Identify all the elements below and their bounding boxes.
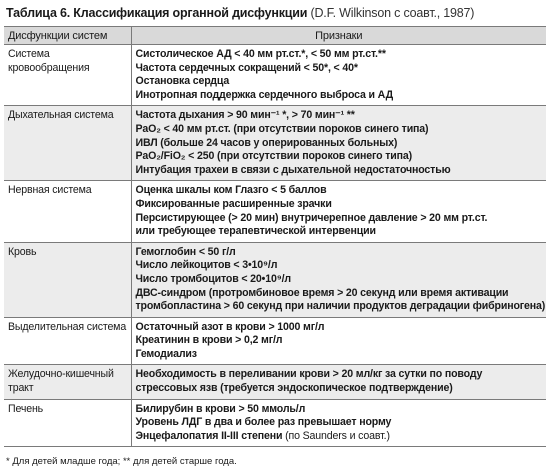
table-row — [4, 45, 546, 106]
organ-dysfunction-table — [4, 26, 546, 447]
row-system-cell: Система кровообращения — [4, 45, 131, 106]
row-signs-cell — [131, 399, 546, 447]
sign-line: PaO₂/FiO₂ < 250 (при отсутствии пороков синего типа) — [135, 150, 413, 163]
sign-line: Необходимость в переливании крови > 20 мл/кг за сутки по поводу — [135, 368, 483, 381]
sign-line: Интубация трахеи в связи с дыхательной недостаточностью — [135, 163, 451, 176]
sign-line: Гемодиализ — [135, 347, 197, 360]
sign-line: Остаточный азот в крови > 1000 мг/л — [135, 320, 325, 333]
sign-line: Число лейкоцитов < 3•10⁹/л — [135, 259, 278, 272]
sign-line: Остановка сердца — [135, 75, 230, 88]
sign-citation: (по Saunders и соавт.) — [285, 429, 390, 442]
sign-line: Фиксированные расширенные зрачки — [135, 197, 332, 210]
sign-line: или требующее терапевтической интервенции — [135, 225, 376, 238]
row-system-cell: Дыхательная система — [4, 106, 131, 181]
header-signs: Признаки — [131, 27, 546, 45]
header-system: Дисфункции систем — [4, 27, 131, 45]
table-title — [6, 4, 546, 22]
table-title-main: Таблица 6. Классификация органной дисфункции — [6, 6, 308, 20]
sign-line: ИВЛ (больше 24 часов у оперированных больных) — [135, 136, 398, 149]
sign-line — [136, 430, 543, 444]
row-signs-cell — [131, 181, 546, 242]
table-row — [4, 106, 546, 181]
table-row — [4, 399, 546, 447]
row-system-cell: Желудочно-кишечный тракт — [4, 365, 131, 399]
sign-line: Уровень ЛДГ в два и более раз превышает норму — [135, 416, 392, 429]
sign-line: Систолическое АД < 40 мм рт.ст.*, < 50 мм рт.ст.** — [135, 48, 386, 60]
sign-line: Билирубин в крови > 50 ммоль/л — [135, 402, 306, 415]
sign-line: Персистирующее (> 20 мин) внутричерепное давление > 20 мм рт.ст. — [135, 211, 488, 224]
sign-line: Креатинин в крови > 0,2 мг/л — [135, 334, 283, 347]
sign-line: Оценка шкалы ком Глазго < 5 баллов — [135, 184, 327, 197]
table-header-row — [4, 27, 546, 45]
sign-line: PaO₂ < 40 мм рт.ст. (при отсутствии пороков синего типа) — [135, 122, 429, 135]
row-system-cell: Печень — [4, 399, 131, 447]
sign-line: Частота дыхания > 90 мин⁻¹ *, > 70 мин⁻¹ ** — [135, 109, 355, 122]
row-signs-cell — [131, 365, 546, 399]
table-row — [4, 317, 546, 365]
row-signs-cell — [131, 45, 546, 106]
table-title-citation: (D.F. Wilkinson с соавт., 1987) — [310, 6, 475, 20]
sign-line: стрессовых язв (требуется эндоскопическое подтверждение) — [135, 382, 453, 395]
row-signs-cell — [131, 317, 546, 365]
row-system-cell: Кровь — [4, 242, 131, 317]
table-row — [4, 365, 546, 399]
sign-line-text: Энцефалопатия II-III степени — [135, 429, 283, 442]
row-system-cell: Выделительная система — [4, 317, 131, 365]
footnote: * Для детей младше года; ** для детей старше года. — [6, 456, 237, 467]
sign-line: Частота сердечных сокращений < 50*, < 40* — [135, 61, 358, 74]
row-signs-cell — [131, 242, 546, 317]
table-row — [4, 242, 546, 317]
row-signs-cell — [131, 106, 546, 181]
table-row — [4, 181, 546, 242]
sign-line: Инотропная поддержка сердечного выброса и АД — [135, 88, 393, 101]
sign-line: Гемоглобин < 50 г/л — [135, 245, 236, 258]
sign-line: Число тромбоцитов < 20•10⁹/л — [135, 272, 291, 285]
sign-line: ДВС-синдром (протромбиновое время > 20 секунд или время активации — [135, 286, 509, 299]
row-system-cell: Нервная система — [4, 181, 131, 242]
sign-line: тромбопластина > 60 секунд при наличии продуктов деградации фибриногена) — [135, 300, 546, 313]
